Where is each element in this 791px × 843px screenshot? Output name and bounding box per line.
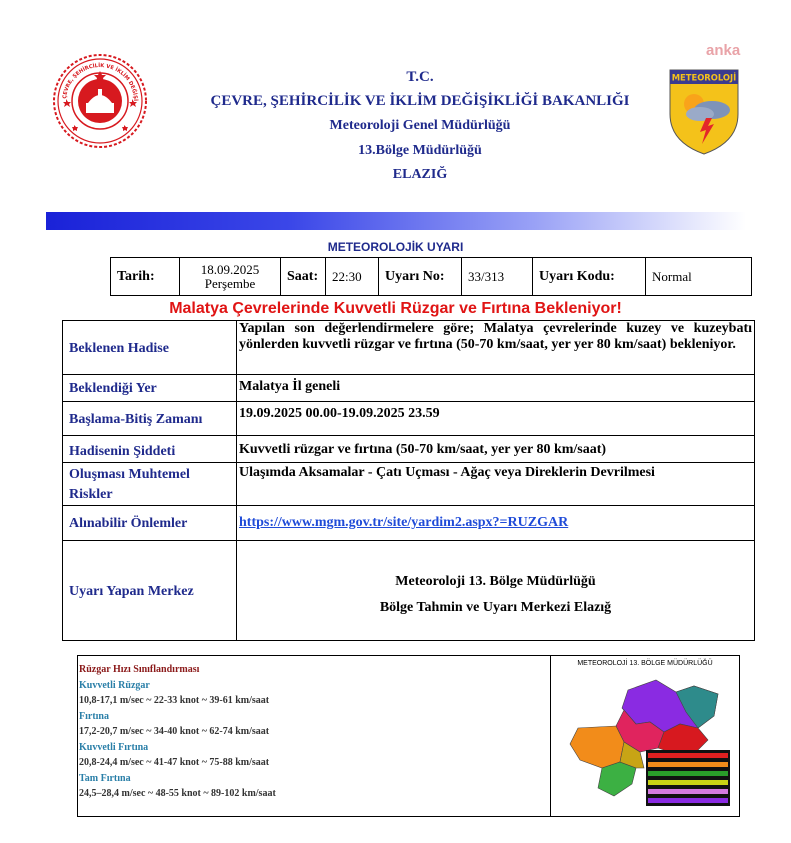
date-cell	[180, 258, 281, 296]
wind-classification-legend	[79, 662, 549, 802]
center-line-2: Bölge Tahmin ve Uyarı Merkezi Elazığ	[379, 600, 612, 615]
warning-code-value: Normal	[646, 258, 752, 296]
seal-text: ÇEVRE, ŞEHİRCİLİK VE İKLİM DEĞİŞİ	[62, 62, 139, 102]
start-end-value: 19.09.2025 00.00-19.09.2025 23.59	[237, 402, 755, 436]
expected-place-label: Beklendiği Yer	[63, 375, 237, 402]
measures-cell	[237, 506, 755, 541]
expected-event-value: Yapılan son değerlendirmelere göre; Malatya çevrelerinde kuzey ve kuzeybatı yönlerden kuvvetli rüzgar ve fırtına (50-70 km/saat, yer yer 80 km/saat) bekleniyor.	[237, 321, 755, 375]
measures-label: Alınabilir Önlemler	[63, 506, 237, 541]
legend-category-range: 10,8-17,1 m/sec ~ 22-33 knot ~ 39-61 km/saat	[79, 695, 270, 706]
legend-category-range: 24,5–28,4 m/sec ~ 48-55 knot ~ 89-102 km/saat	[79, 788, 276, 799]
map-color-scale	[646, 750, 730, 806]
time-value: 22:30	[326, 258, 379, 296]
gradient-divider	[46, 212, 746, 230]
header-general-directorate: Meteoroloji Genel Müdürlüğü	[329, 118, 511, 133]
center-cell	[237, 541, 755, 641]
date-value: 18.09.2025	[200, 261, 260, 277]
region-map-title: METEOROLOJİ 13. BÖLGE MÜDÜRLÜĞÜ	[577, 660, 713, 667]
header-tc: T.C.	[406, 69, 434, 85]
risks-label-line-1: Oluşması Muhtemel	[69, 467, 190, 482]
warning-headline: Malatya Çevrelerinde Kuvvetli Rüzgar ve Fırtına Bekleniyor!	[169, 300, 622, 317]
met-logo-text: METEOROLOJİ	[671, 72, 737, 83]
start-end-label: Başlama-Bitiş Zamanı	[63, 402, 237, 436]
legend-category-name: Kuvvetli Rüzgar	[79, 679, 150, 691]
warning-title: METEOROLOJİK UYARI	[327, 240, 464, 254]
legend-category-name: Kuvvetli Fırtına	[79, 741, 149, 753]
legend-category-range: 20,8-24,4 m/sec ~ 41-47 knot ~ 75-88 km/saat	[79, 757, 270, 768]
legend-category-range: 17,2-20,7 m/sec ~ 34-40 knot ~ 62-74 km/saat	[79, 726, 270, 737]
warning-details-table	[62, 320, 755, 641]
date-label: Tarih:	[111, 258, 180, 296]
severity-label: Hadisenin Şiddeti	[63, 436, 237, 463]
risks-value: Ulaşımda Aksamalar - Çatı Uçması - Ağaç veya Direklerin Devrilmesi	[237, 463, 755, 506]
legend-title: Rüzgar Hızı Sınıflandırması	[79, 664, 200, 675]
severity-value: Kuvvetli rüzgar ve fırtına (50-70 km/saat, yer yer 80 km/saat)	[237, 436, 755, 463]
risks-label	[63, 463, 237, 506]
time-label: Saat:	[281, 258, 326, 296]
measures-link[interactable]: https://www.mgm.gov.tr/site/yardim2.aspx?=RUZGAR	[239, 515, 569, 530]
expected-event-label: Beklenen Hadise	[63, 321, 237, 375]
header-city: ELAZIĞ	[392, 167, 448, 182]
center-line-1: Meteoroloji 13. Bölge Müdürlüğü	[395, 574, 596, 589]
center-label: Uyarı Yapan Merkez	[63, 541, 237, 641]
day-value: Perşembe	[204, 275, 256, 291]
anka-watermark: anka	[706, 42, 741, 59]
header-ministry: ÇEVRE, ŞEHİRCİLİK VE İKLİM DEĞİŞİKLİĞİ BAKANLIĞI	[210, 93, 630, 109]
risks-label-line-2: Riskler	[69, 487, 113, 502]
warning-no-value: 33/313	[462, 258, 533, 296]
expected-place-value: Malatya İl geneli	[237, 375, 755, 402]
warning-no-label: Uyarı No:	[379, 258, 462, 296]
legend-category-name: Fırtına	[79, 710, 109, 722]
region-map-image	[558, 672, 736, 812]
warning-code-label: Uyarı Kodu:	[533, 258, 646, 296]
ministry-seal-logo	[52, 53, 148, 149]
legend-category-name: Tam Fırtına	[79, 772, 131, 784]
header-region: 13.Bölge Müdürlüğü	[358, 143, 482, 158]
warning-info-table	[110, 257, 752, 296]
